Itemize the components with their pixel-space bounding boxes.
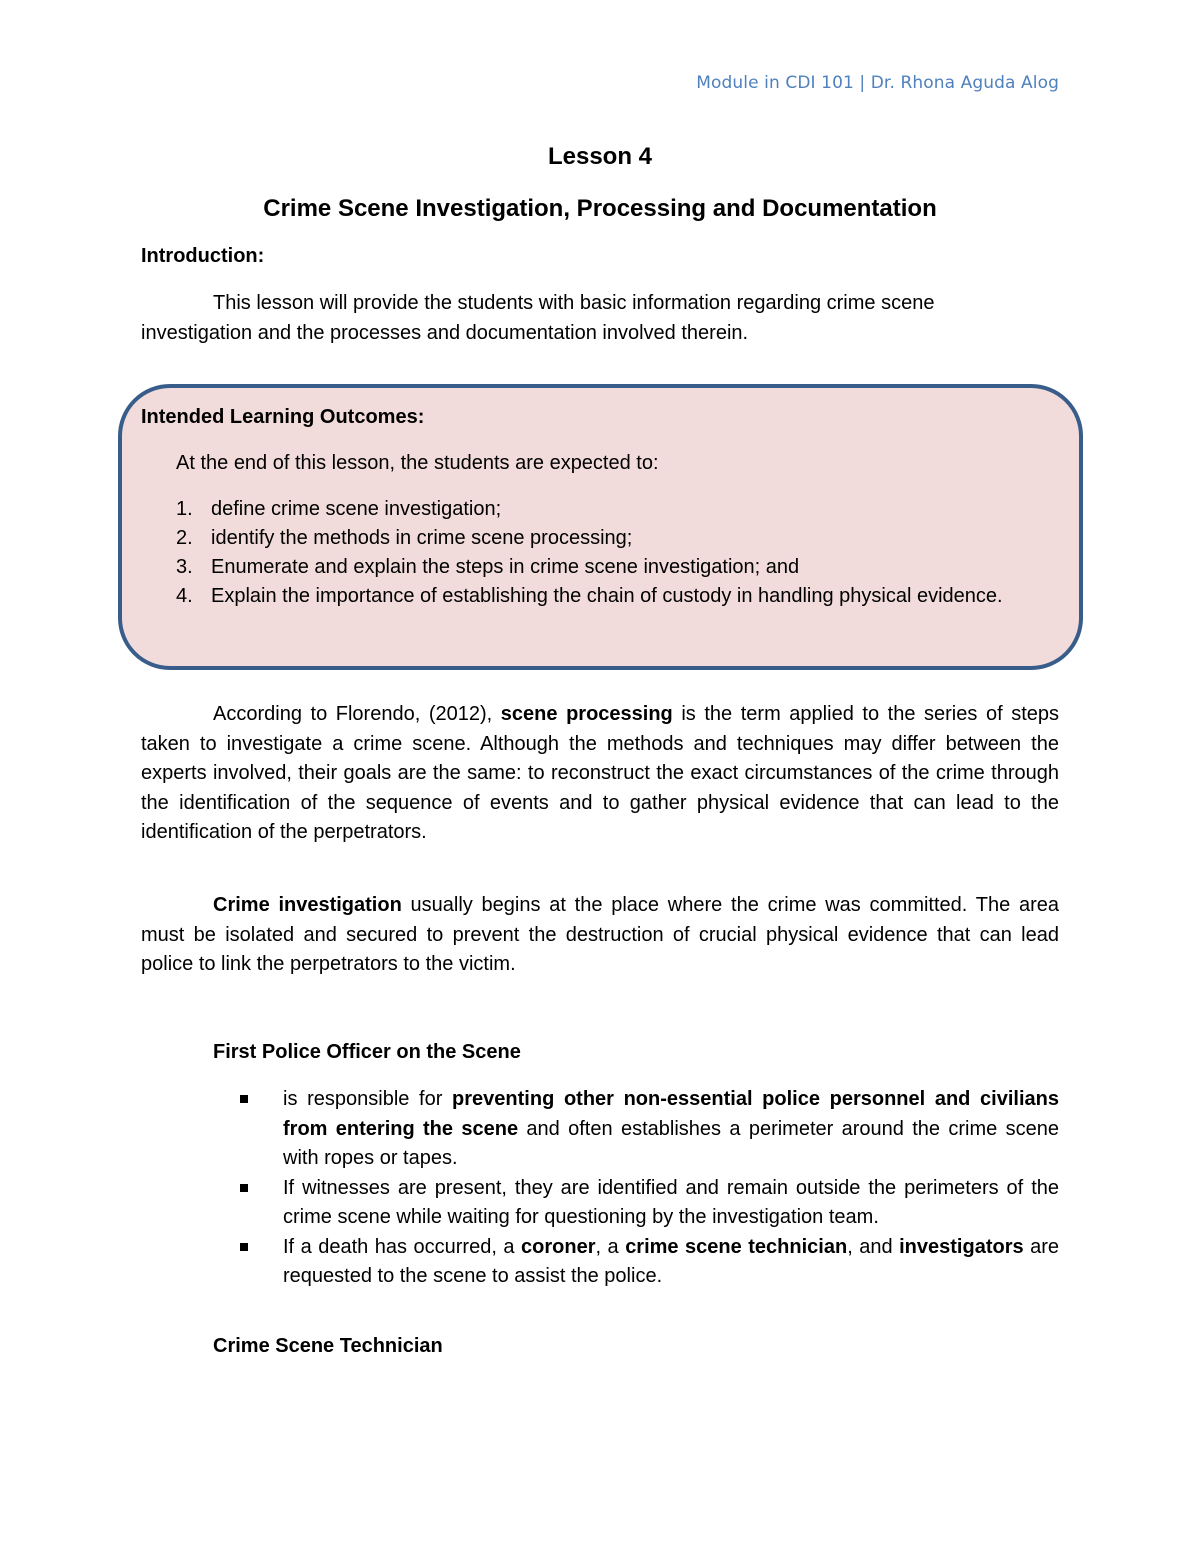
first-officer-bullets [213, 1085, 1059, 1292]
bullet-item [213, 1174, 1059, 1233]
learning-outcomes-title: Intended Learning Outcomes: [141, 406, 425, 428]
list-number: 1. [176, 498, 193, 520]
term-scene-processing: scene processing [500, 703, 673, 725]
text-run: usually begins at the place where the crime was committed. The area must be isolated and secured to prevent the destruction of crucial physical evidence that can lead police to link the perpetrators to the victim. [141, 894, 1059, 975]
term-crime-scene-technician: crime scene technician [625, 1235, 848, 1258]
text-run: are requested to the scene to assist the police. [283, 1235, 1060, 1287]
term-investigators: investigators [899, 1235, 1024, 1258]
text-run: According to Florendo, (2012), [213, 703, 501, 725]
lesson-title: Lesson 4 [547, 143, 653, 170]
scene-processing-paragraph [141, 700, 1059, 848]
list-number: 3. [176, 556, 193, 578]
list-item-text: identify the methods in crime scene processing; [211, 527, 633, 549]
list-item-text: Enumerate and explain the steps in crime scene investigation; and [211, 556, 800, 578]
list-item-text: define crime scene investigation; [211, 498, 502, 520]
text-run: , a [595, 1235, 626, 1258]
square-bullet-icon [240, 1243, 248, 1251]
list-item [176, 582, 1056, 611]
list-number: 2. [176, 527, 193, 549]
square-bullet-icon [240, 1184, 248, 1192]
term-crime-investigation: Crime investigation [213, 894, 402, 916]
list-item [176, 524, 1056, 553]
learning-outcomes-list [176, 495, 1056, 611]
list-item [176, 495, 1056, 524]
page-header: Module in CDI 101 | Dr. Rhona Aguda Alog [696, 73, 1059, 93]
list-item [176, 553, 1056, 582]
term-coroner: coroner [521, 1235, 596, 1258]
introduction-label: Introduction: [141, 245, 265, 267]
bullet-item [213, 1233, 1059, 1292]
text-run: and often establishes a perimeter around the crime scene with ropes or tapes. [283, 1117, 1059, 1169]
bold-run: preventing other non-essential police personnel and civilians from entering the scene [283, 1088, 1059, 1140]
learning-outcomes-lead: At the end of this lesson, the students are expected to: [176, 452, 659, 474]
text-run: is the term applied to the series of steps taken to investigate a crime scene. Although the methods and techniques may differ between the experts involved, their goals are the same: to reconstruct the exact circumstances of the crime through the identification of the sequence of events and to gather physical evidence that can lead to the identification of the perpetrators. [141, 703, 1059, 843]
list-number: 4. [176, 585, 193, 607]
first-officer-heading: First Police Officer on the Scene [213, 1041, 521, 1063]
text-run: is responsible for [283, 1088, 453, 1110]
technician-heading: Crime Scene Technician [213, 1335, 443, 1357]
bullet-item [213, 1085, 1059, 1174]
text-run: If a death has occurred, a [283, 1235, 522, 1258]
text-run: , and [847, 1235, 900, 1258]
lesson-subtitle: Crime Scene Investigation, Processing and Documentation [263, 195, 937, 222]
crime-investigation-paragraph [141, 891, 1059, 980]
text-run: If witnesses are present, they are identified and remain outside the perimeters of the crime scene while waiting for questioning by the investigation team. [283, 1176, 1059, 1228]
square-bullet-icon [240, 1095, 248, 1103]
introduction-text: This lesson will provide the students with basic information regarding crime scene investigation and the processes and documentation involved therein. [141, 292, 935, 344]
list-item-text: Explain the importance of establishing the chain of custody in handling physical evidence. [211, 585, 1003, 607]
